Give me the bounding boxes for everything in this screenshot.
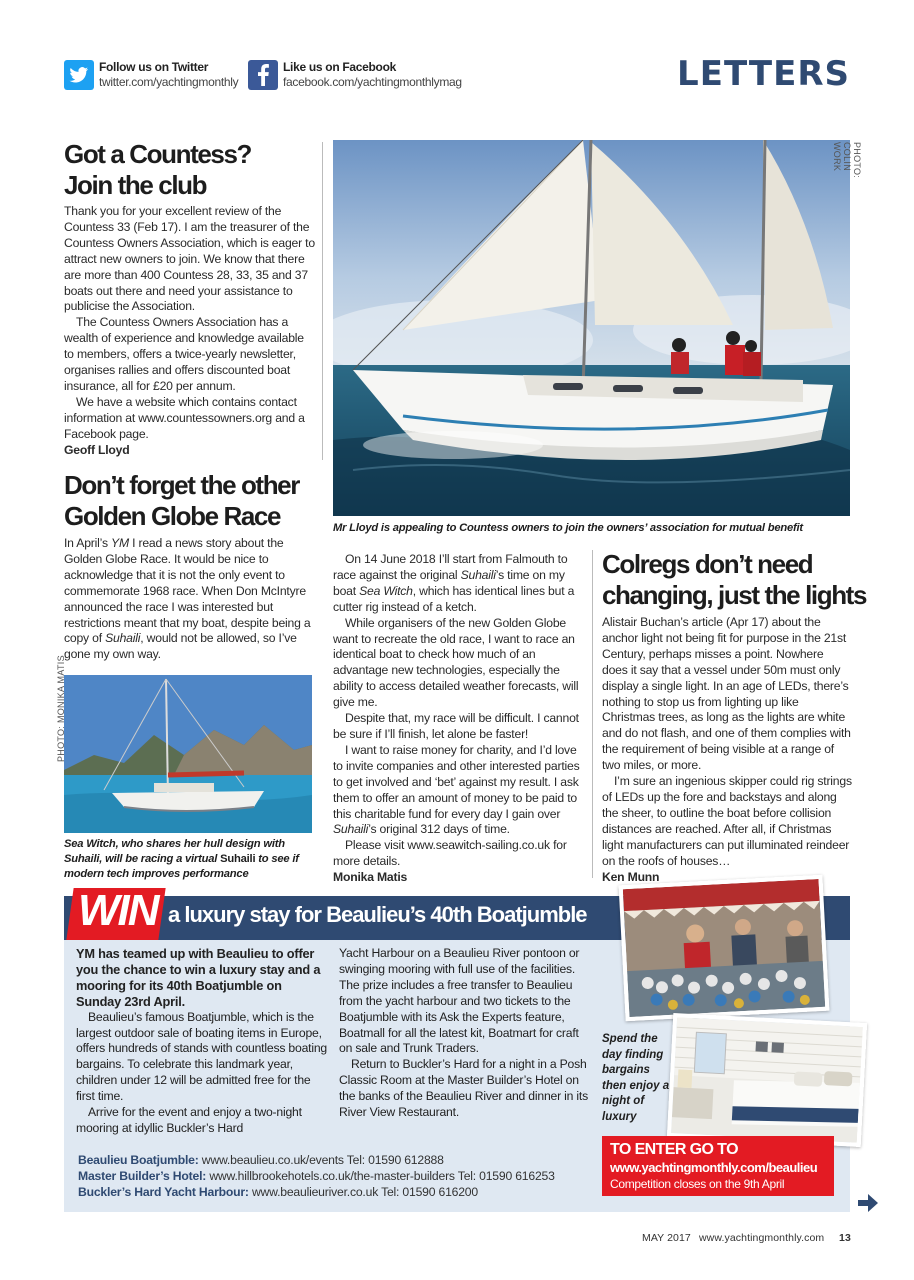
letter2-body-col1: In April’s YM I read a news story about the Golden Globe Race. It would be nice to acknowledge that it is not the only event to commemorate 1968 race. When Don McIntyre announced the race I was interested but restrictions meant that my boat, despite being a copy of Suhaili, would not be allowed, so I’ve gone my own way. [64, 536, 311, 662]
next-page-arrow-icon[interactable] [858, 1194, 878, 1217]
letter1-signature: Geoff Lloyd [64, 442, 130, 457]
twitter-url[interactable]: twitter.com/yachtingmonthly [99, 75, 239, 89]
photo1-credit: PHOTO: COLIN WORK [832, 142, 862, 179]
photo2-caption: Sea Witch, who shares her hull design with Suhaili, will be racing a virtual Suhaili to see if modern tech improves performance [64, 838, 299, 880]
footer-site: www.yachtingmonthly.com [699, 1232, 825, 1244]
section-heading: LETTERS [677, 54, 850, 94]
win-label: WIN [78, 886, 158, 935]
competition-contacts [78, 1152, 555, 1200]
facebook-title: Like us on Facebook [283, 60, 396, 74]
twitter-icon[interactable] [64, 60, 94, 90]
contact-line-harbour: Buckler’s Hard Yacht Harbour: www.beaulieuriver.co.uk Tel: 01590 616200 [78, 1185, 478, 1199]
competition-title: a luxury stay for Beaulieu’s 40th Boatjumble [168, 902, 587, 927]
enter-competition-box[interactable] [602, 1136, 834, 1196]
sea-witch-photo [64, 675, 312, 833]
competition-body-col2: Yacht Harbour on a Beaulieu River pontoon or swinging mooring with full use of the facilities. The prize includes a free transfer to Beaulieu from the yacht harbour and two tickets to the Boatjumble with its Ask the Experts feature, Boatmall for all the latest kit, Boatmart for craft on sale and Trunk Traders. Return to Buckler’s Hard for a night in a Posh Classic Room at the Master Builder’s Hotel on the banks of the Beaulieu River and dinner in its River View Restaurant. [339, 946, 589, 1120]
column-divider [322, 142, 323, 460]
photo2-credit: PHOTO: MONIKA MATIS [56, 655, 66, 762]
competition-body-col1: YM has teamed up with Beaulieu to offer you the chance to win a luxury stay and a mooring for its 40th Boatjumble on Sunday 23rd April. Beaulieu’s famous Boatjumble, which is the largest outdoor sale of boating items in Europe, offers hundreds of stands with countless boating bargains. To celebrate this landmark year, children under 12 will be admitted free for the first time. Arrive for the event and enjoy a two-night mooring at idyllic Buckler’s Hard [76, 946, 328, 1135]
twitter-title: Follow us on Twitter [99, 60, 209, 74]
contact-line-hotel: Master Builder’s Hotel: www.hillbrookehotels.co.uk/the-master-builders Tel: 01590 616253 [78, 1169, 555, 1183]
letter3-signature: Ken Munn [602, 869, 660, 884]
footer-date: MAY 2017 [642, 1232, 691, 1244]
facebook-url[interactable]: facebook.com/yachtingmonthlymag [283, 75, 462, 89]
letter3-headline: Colregs don’t need changing, just the lights [602, 549, 867, 610]
countess-yacht-photo [333, 140, 850, 516]
contact-line-boatjumble: Beaulieu Boatjumble: www.beaulieu.co.uk/events Tel: 01590 612888 [78, 1153, 444, 1167]
enter-url[interactable]: www.yachtingmonthly.com/beaulieu [610, 1160, 818, 1175]
letter1-headline: Got a Countess? Join the club [64, 139, 252, 200]
competition-side-caption: Spend the day finding bargains then enjoy a night of luxury [602, 1033, 670, 1123]
letter3-body: Alistair Buchan’s article (Apr 17) about the anchor light not being fit for purpose in the 21st Century, perhaps misses a point. Nowhere does it say that a vessel under 50m must only display a single light. In an age of LEDs, there’s nothing to stop us from lighting up like Christmas trees, as long as the lights are white and do not flash, and one of them complies with the requirement of being visible at a range of two miles, or more. I’m sure an ingenious skipper could rig strings of LEDs up the fore and backstays and along the sheer, to outline the boat before collision distances are reached. After all, if Christmas light manufacturers can put illuminated reindeer on the roofs of houses… Ken Munn [602, 615, 852, 884]
closing-date: Competition closes on the 9th April [610, 1177, 785, 1191]
letter1-body: Thank you for your excellent review of the Countess 33 (Feb 17). I am the treasurer of the Countess Owners Association, which is eager to attract new owners to join. We know that there are more than 400 Countess 28, 33, 35 and 37 boats out there and need your assistance to publicise the Association. The Countess Owners Association has a wealth of experience and knowledge available to members, offers a twice-yearly newsletter, organises rallies and offers discounted boat insurance, all for £20 per annum. We have a website which contains contact information at www.countessowners.org and a Facebook page. Geoff Lloyd [64, 204, 315, 457]
letter2-headline: Don’t forget the other Golden Globe Race [64, 470, 299, 531]
letter2-signature: Monika Matis [333, 870, 408, 885]
photo1-caption: Mr Lloyd is appealing to Countess owners to join the owners’ association for mutual benefit [333, 522, 803, 534]
page-number: 13 [839, 1232, 851, 1244]
boatjumble-market-photo [619, 875, 830, 1021]
enter-heading: TO ENTER GO TO [610, 1141, 738, 1158]
hotel-room-photo [667, 1013, 867, 1147]
facebook-icon[interactable] [248, 60, 278, 90]
column-divider-2 [592, 550, 593, 878]
letter2-body-col2: On 14 June 2018 I’ll start from Falmouth to race against the original Suhaili’s time on my boat Sea Witch, which has identical lines but a cutter rig instead of a ketch. While organisers of the new Golden Globe want to recreate the old race, I want to race an identical boat to check how much of an advantage new technologies, especially the ability to access detailed weather forecasts, will give me. Despite that, my race will be difficult. I cannot be sure if I’ll finish, let alone be faster! I want to raise money for charity, and I’d love to invite companies and other interested parties to get involved and ‘bet’ against my result. I ask them to offer an amount of money to be paid to this charitable fund for every day I gain over Suhaili’s original 312 days of time. Please visit www.seawitch-sailing.co.uk for more details. Monika Matis [333, 552, 587, 886]
